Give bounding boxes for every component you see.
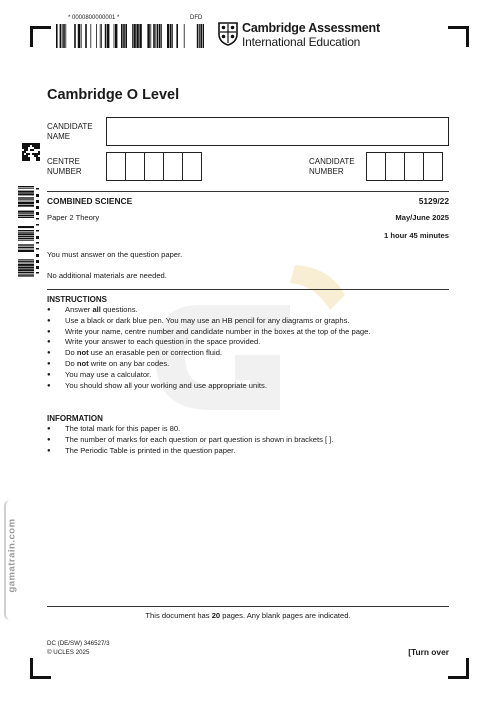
page-title: Cambridge O Level [47, 87, 180, 103]
watermark-text: gamatrain.com [6, 518, 18, 593]
candidate-digit-box[interactable] [385, 152, 405, 181]
information-item: ● The number of marks for each question or part question is shown in brackets [ ]. [47, 435, 449, 446]
centre-number-label: CENTRE NUMBER [47, 157, 82, 176]
logo-line-2: International Education [242, 35, 361, 49]
centre-number-boxes[interactable] [106, 152, 201, 181]
copyright: © UCLES 2025 [47, 649, 90, 656]
top-barcode [56, 24, 204, 48]
divider-bottom [47, 606, 449, 607]
paper-name: Paper 2 Theory [47, 213, 100, 222]
candidate-number-label: CANDIDATE NUMBER [309, 157, 355, 176]
instruction-item: ● Do not use an erasable pen or correction fluid. [47, 348, 449, 359]
divider-middle [47, 289, 449, 290]
candidate-digit-box[interactable] [366, 152, 386, 181]
instruction-item: ● You should show all your working and use appropriate units. [47, 381, 449, 392]
candidate-name-label: CANDIDATE NAME [47, 122, 93, 141]
corner-mark-bottom-right [448, 658, 469, 679]
information-item: ● The Periodic Table is printed in the question paper. [47, 446, 449, 457]
instruction-item: ● Answer all questions. [47, 305, 449, 316]
candidate-name-box[interactable] [106, 117, 449, 146]
subject-code: 5129/22 [418, 196, 449, 206]
centre-digit-box[interactable] [106, 152, 126, 181]
cambridge-shield-icon [218, 22, 238, 46]
centre-digit-box[interactable] [144, 152, 164, 181]
instruction-item: ● Use a black or dark blue pen. You may use an HB pencil for any diagrams or graphs. [47, 316, 449, 327]
candidate-number-boxes[interactable] [366, 152, 442, 181]
logo-line-1: Cambridge Assessment [242, 21, 380, 35]
instruction-item: ● Write your name, centre number and candidate number in the boxes at the top of the page. [47, 327, 449, 338]
centre-digit-box[interactable] [163, 152, 183, 181]
corner-mark-top-right [448, 26, 469, 47]
candidate-digit-box[interactable] [423, 152, 443, 181]
note-answer-on-paper: You must answer on the question paper. [47, 250, 183, 259]
instruction-item: ● You may use a calculator. [47, 370, 449, 381]
barcode-text: * 0000800000001 * [68, 15, 120, 21]
divider-top [47, 191, 449, 192]
turn-over: [Turn over [408, 647, 449, 657]
exam-session: May/June 2025 [395, 213, 449, 222]
corner-mark-top-left [30, 26, 51, 47]
instructions-heading: INSTRUCTIONS [47, 295, 107, 304]
side-barcode [18, 186, 42, 280]
information-list [47, 424, 449, 456]
instruction-item: ● Write your answer to each question in the space provided. [47, 337, 449, 348]
instructions-list [47, 305, 449, 391]
note-no-materials: No additional materials are needed. [47, 271, 167, 280]
centre-digit-box[interactable] [182, 152, 202, 181]
document-reference: DC (DE/SW) 346527/3 [47, 640, 110, 647]
qr-code-icon [22, 143, 40, 161]
corner-mark-bottom-left [30, 658, 51, 679]
instruction-item: ● Do not write on any bar codes. [47, 359, 449, 370]
subject-name: COMBINED SCIENCE [47, 196, 133, 206]
barcode-code: DFD [190, 15, 203, 21]
information-heading: INFORMATION [47, 414, 103, 423]
centre-digit-box[interactable] [125, 152, 145, 181]
exam-duration: 1 hour 45 minutes [384, 231, 449, 240]
page-count-note: This document has 20 pages. Any blank pages are indicated. [145, 611, 351, 620]
candidate-digit-box[interactable] [404, 152, 424, 181]
information-item: ● The total mark for this paper is 80. [47, 424, 449, 435]
